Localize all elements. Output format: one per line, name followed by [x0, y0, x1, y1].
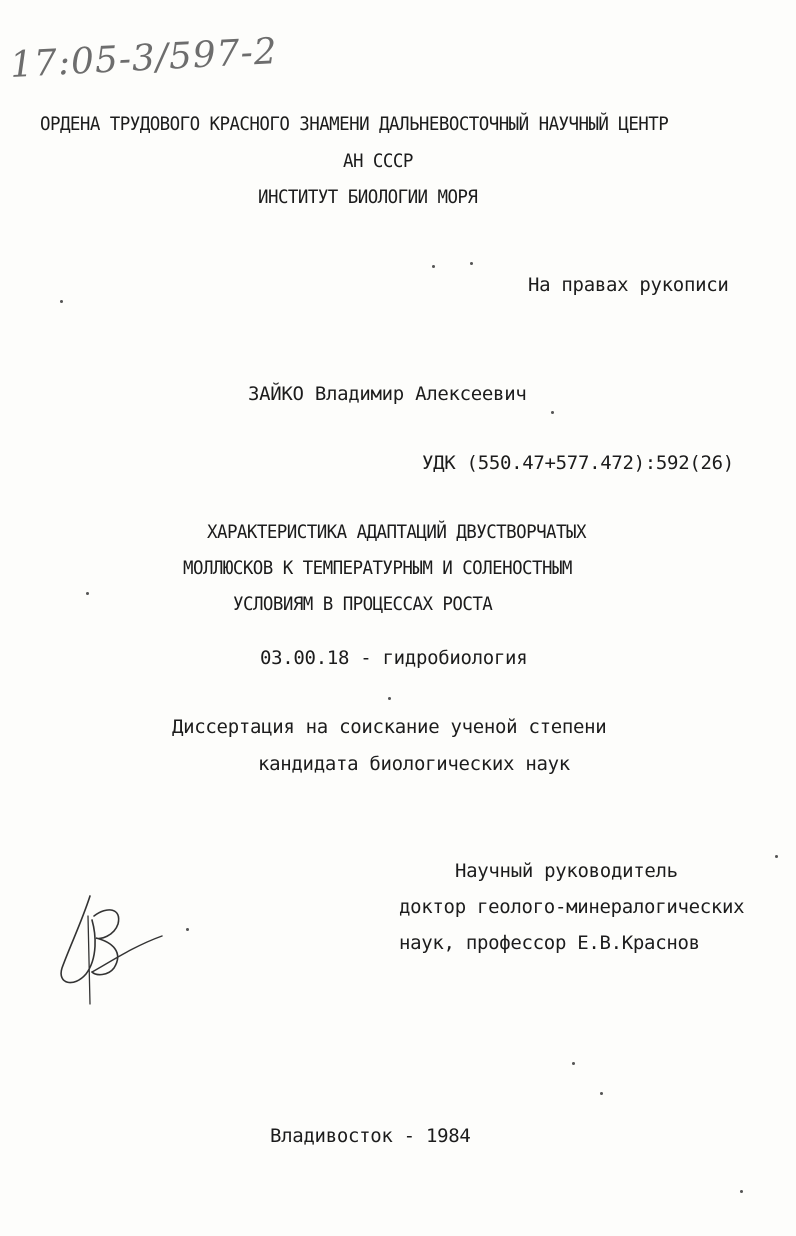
scan-speck	[186, 928, 189, 931]
scan-speck	[775, 855, 778, 858]
thesis-title-line-3: УСЛОВИЯМ В ПРОЦЕССАХ РОСТА	[233, 593, 493, 615]
degree-line-2: кандидата биологических наук	[258, 753, 570, 775]
scan-speck	[600, 1092, 603, 1095]
degree-line-1: Диссертация на соискание ученой степени	[172, 716, 607, 738]
author-name: ЗАЙКО Владимир Алексеевич	[248, 383, 527, 405]
scan-speck	[388, 697, 391, 700]
specialty-code: 03.00.18 - гидробиология	[260, 647, 528, 669]
scan-speck	[86, 592, 89, 595]
place-and-year: Владивосток - 1984	[270, 1125, 471, 1147]
scan-speck	[470, 262, 473, 265]
thesis-title-line-1: ХАРАКТЕРИСТИКА АДАПТАЦИЙ ДВУСТВОРЧАТЫХ	[207, 521, 586, 543]
supervisor-name: наук, профессор Е.В.Краснов	[399, 932, 700, 954]
udc-code: УДК (550.47+577.472):592(26)	[422, 452, 734, 474]
academy-line: АН СССР	[343, 150, 413, 172]
supervisor-role: Научный руководитель	[455, 860, 678, 882]
scan-speck	[572, 1062, 575, 1065]
organization-line: ОРДЕНА ТРУДОВОГО КРАСНОГО ЗНАМЕНИ ДАЛЬНЕВОСТОЧНЫЙ НАУЧНЫЙ ЦЕНТР	[40, 113, 669, 135]
thesis-title-line-2: МОЛЛЮСКОВ К ТЕМПЕРАТУРНЫМ И СОЛЕНОСТНЫМ	[183, 557, 572, 579]
scan-speck	[740, 1190, 743, 1193]
supervisor-degree: доктор геолого-минералогических	[399, 896, 745, 918]
scan-speck	[60, 300, 63, 303]
institute-line: ИНСТИТУТ БИОЛОГИИ МОРЯ	[258, 186, 478, 208]
scan-speck	[551, 411, 554, 414]
handwritten-signature	[52, 876, 182, 1006]
manuscript-rights-note: На правах рукописи	[528, 274, 729, 296]
scan-speck	[432, 265, 435, 268]
archive-handwritten-mark: 17:05-3/597-2	[9, 31, 279, 86]
